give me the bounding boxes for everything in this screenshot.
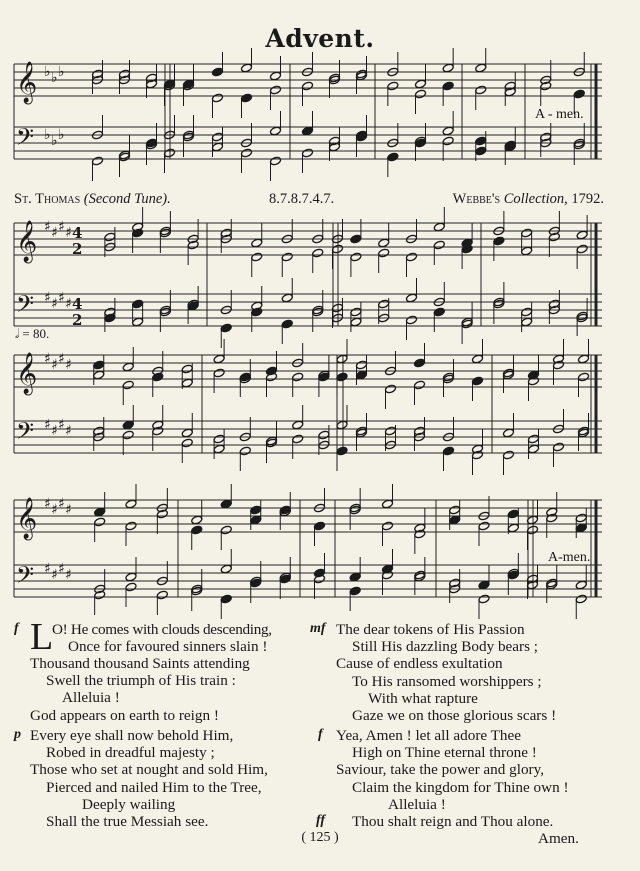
tune-name: St. Thomas (Second Tune). <box>14 191 171 207</box>
flat-sign: ♭ <box>44 127 51 143</box>
dynamic-mark: f <box>14 621 19 636</box>
note-head <box>318 430 330 440</box>
sharp-sign: ♯ <box>44 496 51 512</box>
note-head <box>125 582 137 592</box>
sharp-sign: ♯ <box>58 219 65 235</box>
note-head <box>91 156 103 166</box>
note-head <box>191 515 203 525</box>
verse-line: Saviour, take the power and glory, <box>336 761 545 779</box>
note-head <box>475 85 487 95</box>
note-head <box>381 499 393 509</box>
note-head <box>478 594 490 604</box>
note-head <box>213 434 225 444</box>
note-head <box>125 572 137 582</box>
sharp-sign: ♯ <box>65 423 72 439</box>
sharp-sign: ♯ <box>44 417 51 433</box>
note-head <box>313 521 325 531</box>
note-head <box>93 360 105 370</box>
verse-line: High on Thine eternal throne ! <box>352 744 537 762</box>
note-head <box>493 236 505 246</box>
note-head <box>125 521 137 531</box>
note-head <box>122 420 134 430</box>
note-head <box>132 299 144 309</box>
verse-line: Still His dazzling Body bears ; <box>352 638 539 656</box>
note-head <box>576 230 588 240</box>
note-head <box>213 444 225 454</box>
note-head <box>156 590 168 600</box>
note-head <box>220 594 232 604</box>
verse-line: God appears on earth to reign ! <box>30 706 219 724</box>
verse-line: Gaze we on those glorious scars ! <box>352 707 557 725</box>
note-head <box>269 156 281 166</box>
note-head <box>281 293 293 303</box>
note-head <box>336 354 348 364</box>
note-head <box>301 126 313 136</box>
sharp-sign: ♯ <box>65 357 72 373</box>
note-head <box>350 252 362 262</box>
verse-line: To His ransomed worshippers ; <box>352 672 542 690</box>
tune-meter: 8.7.8.7.4.7. <box>269 191 335 207</box>
verse-line: Once for favoured sinners slain ! <box>68 638 268 656</box>
verse-line: O! He comes with clouds descending, <box>52 621 272 638</box>
dynamic-mark: f <box>318 727 323 742</box>
note-head <box>240 63 252 73</box>
note-head <box>575 523 587 533</box>
sharp-sign: ♯ <box>51 502 58 518</box>
page-number: ( 125 ) <box>301 830 339 845</box>
note-head <box>240 148 252 158</box>
note-head <box>220 564 232 574</box>
note-head <box>181 378 193 388</box>
note-head <box>575 513 587 523</box>
note-head <box>478 521 490 531</box>
note-head <box>269 126 281 136</box>
note-head <box>349 572 361 582</box>
note-head <box>527 434 539 444</box>
tempo-marking: 𝅗𝅥 = 80. <box>15 326 50 341</box>
sharp-sign: ♯ <box>44 351 51 367</box>
note-head <box>211 93 223 103</box>
note-head <box>442 126 454 136</box>
note-head <box>502 428 514 438</box>
sharp-sign: ♯ <box>65 567 72 583</box>
note-head <box>552 442 564 452</box>
sharp-sign: ♯ <box>65 502 72 518</box>
note-head <box>336 420 348 430</box>
note-head <box>93 370 105 380</box>
bass-clef: 𝄢 <box>16 123 35 156</box>
time-signature-bottom: 2 <box>72 311 83 329</box>
note-head <box>575 594 587 604</box>
note-head <box>414 89 426 99</box>
note-head <box>387 81 399 91</box>
note-head <box>94 507 106 517</box>
sharp-sign: ♯ <box>44 219 51 235</box>
verse-line: With what rapture <box>368 689 478 707</box>
time-signature-bottom: 2 <box>72 240 83 258</box>
note-head <box>251 252 263 262</box>
note-head <box>378 248 390 258</box>
verse-line: Robed in dreadful majesty ; <box>46 744 215 762</box>
bass-clef: 𝄢 <box>16 561 35 594</box>
note-head <box>94 517 106 527</box>
sharp-sign: ♯ <box>51 423 58 439</box>
note-head <box>527 444 539 454</box>
first-tune-amen: A - men. <box>535 107 584 122</box>
dynamic-mark: ff <box>316 813 326 828</box>
note-head <box>355 370 367 380</box>
note-head <box>413 358 425 368</box>
note-head <box>573 89 585 99</box>
bass-clef: 𝄢 <box>16 417 35 450</box>
second-tune-amen: A-men. <box>548 550 591 565</box>
tune-source: Webbe's Collection, 1792. <box>452 191 604 207</box>
note-head <box>381 521 393 531</box>
note-head <box>405 293 417 303</box>
note-head <box>220 499 232 509</box>
note-head <box>250 515 262 525</box>
note-head <box>292 372 304 382</box>
verse-line: Thousand thousand Saints attending <box>30 655 250 672</box>
note-head <box>384 384 396 394</box>
note-head <box>269 71 281 81</box>
note-head <box>211 67 223 77</box>
note-head <box>502 450 514 460</box>
dynamic-mark: p <box>14 727 21 742</box>
note-head <box>349 586 361 596</box>
flat-sign: ♭ <box>51 133 58 149</box>
note-head <box>239 446 251 456</box>
note-head <box>292 434 304 444</box>
time-signature-top: 4 <box>72 295 83 313</box>
verse-line: Claim the kingdom for Thine own ! <box>352 778 569 796</box>
time-signature-top: 4 <box>72 224 83 242</box>
note-head <box>378 299 390 309</box>
note-head <box>433 222 445 232</box>
note-head <box>521 228 533 238</box>
sharp-sign: ♯ <box>58 351 65 367</box>
note-head <box>211 142 223 152</box>
note-head <box>132 317 144 327</box>
note-head <box>213 368 225 378</box>
note-head <box>220 323 232 333</box>
note-head <box>413 380 425 390</box>
note-head <box>521 307 533 317</box>
note-head <box>220 525 232 535</box>
note-head <box>213 354 225 364</box>
note-head <box>433 240 445 250</box>
note-head <box>240 93 252 103</box>
verse-4 <box>336 727 569 813</box>
note-head <box>104 232 116 242</box>
drop-cap: L <box>30 616 54 658</box>
note-head <box>350 307 362 317</box>
flat-sign: ♭ <box>44 64 51 80</box>
sharp-sign: ♯ <box>44 561 51 577</box>
verse-line: Thou shalt reign and Thou alone. <box>352 813 554 830</box>
verse-1 <box>52 621 272 655</box>
verse-line: Alleluia ! <box>388 795 446 813</box>
flat-sign: ♭ <box>58 64 65 80</box>
note-head <box>449 505 461 515</box>
note-head <box>269 85 281 95</box>
note-head <box>250 505 262 515</box>
note-head <box>281 252 293 262</box>
sharp-sign: ♯ <box>51 225 58 241</box>
verse-line: Deeply wailing <box>82 795 176 813</box>
note-head <box>122 430 134 440</box>
note-head <box>471 376 483 386</box>
sharp-sign: ♯ <box>51 296 58 312</box>
note-head <box>336 372 348 382</box>
note-head <box>577 372 589 382</box>
treble-clef: 𝄞 <box>16 62 38 103</box>
sharp-sign: ♯ <box>58 417 65 433</box>
dynamic-mark: mf <box>310 621 326 636</box>
note-head <box>414 79 426 89</box>
note-head <box>433 307 445 317</box>
sharp-sign: ♯ <box>65 225 72 241</box>
verse-2 <box>336 621 556 724</box>
note-head <box>442 136 454 146</box>
verse-line: Every eye shall now behold Him, <box>30 727 234 744</box>
note-head <box>281 319 293 329</box>
note-head <box>378 238 390 248</box>
note-head <box>405 315 417 325</box>
note-head <box>125 499 137 509</box>
treble-clef: 𝄞 <box>16 353 38 394</box>
verse-line: Cause of endless exultation <box>336 655 503 673</box>
verse-line: Those who set at nought and sold Him, <box>30 761 268 779</box>
verse-line: Amen. <box>538 830 579 848</box>
verse-3 <box>30 727 268 830</box>
note-head <box>301 148 313 158</box>
page-title: Advent. <box>265 24 375 53</box>
note-head <box>475 63 487 73</box>
note-head <box>475 136 487 146</box>
sharp-sign: ♯ <box>58 561 65 577</box>
note-head <box>122 380 134 390</box>
note-head <box>350 234 362 244</box>
note-head <box>449 515 461 525</box>
note-head <box>442 63 454 73</box>
note-head <box>387 152 399 162</box>
note-head <box>301 81 313 91</box>
bass-clef: 𝄢 <box>16 290 35 323</box>
note-head <box>521 317 533 327</box>
treble-clef: 𝄞 <box>16 498 38 539</box>
verse-1-cont <box>30 655 250 724</box>
note-head <box>521 246 533 256</box>
note-head <box>292 420 304 430</box>
sharp-sign: ♯ <box>58 496 65 512</box>
note-head <box>507 523 519 533</box>
note-head <box>336 446 348 456</box>
note-head <box>575 580 587 590</box>
note-head <box>122 362 134 372</box>
note-head <box>577 354 589 364</box>
note-head <box>251 238 263 248</box>
verse-line: Yea, Amen ! let all adore Thee <box>336 727 522 744</box>
note-head <box>181 364 193 374</box>
sharp-sign: ♯ <box>44 290 51 306</box>
note-head <box>478 580 490 590</box>
verse-line: Alleluia ! <box>62 689 120 707</box>
note-head <box>350 317 362 327</box>
note-head <box>471 354 483 364</box>
note-head <box>475 146 487 156</box>
flat-sign: ♭ <box>58 127 65 143</box>
treble-clef: 𝄞 <box>16 221 38 262</box>
flat-sign: ♭ <box>51 70 58 86</box>
verse-line: Shall the true Messiah see. <box>46 813 209 831</box>
note-head <box>181 438 193 448</box>
note-head <box>576 244 588 254</box>
verse-line: Swell the triumph of His train : <box>46 672 236 690</box>
note-head <box>405 252 417 262</box>
sharp-sign: ♯ <box>58 290 65 306</box>
note-head <box>211 132 223 142</box>
sharp-sign: ♯ <box>51 567 58 583</box>
note-head <box>442 81 454 91</box>
note-head <box>442 446 454 456</box>
verse-line: The dear tokens of His Passion <box>336 621 525 638</box>
note-head <box>355 360 367 370</box>
note-head <box>384 426 396 436</box>
verse-line: Pierced and nailed Him to the Tree, <box>46 778 262 796</box>
note-head <box>312 248 324 258</box>
note-head <box>191 525 203 535</box>
sharp-sign: ♯ <box>51 357 58 373</box>
sharp-sign: ♯ <box>65 296 72 312</box>
note-head <box>181 428 193 438</box>
note-head <box>507 509 519 519</box>
